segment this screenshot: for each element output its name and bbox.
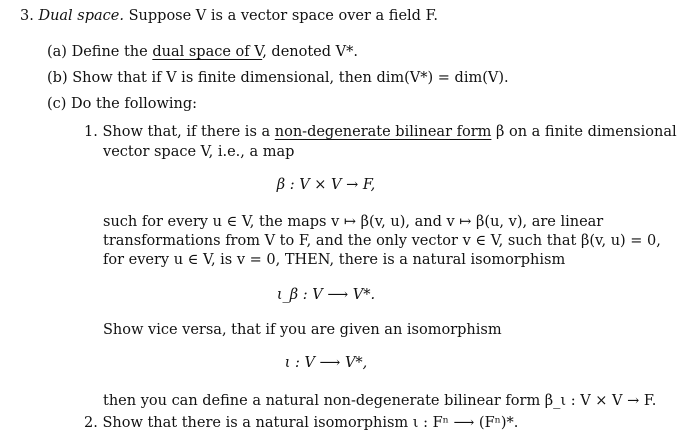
part-b-label: (b) bbox=[47, 70, 68, 86]
bilinear-form-link[interactable]: non-degenerate bilinear form bbox=[274, 124, 492, 140]
part-c bbox=[47, 96, 197, 112]
equation-iota-beta: ι_β : V ⟶ V*. bbox=[276, 287, 376, 303]
problem-number: 3. bbox=[20, 8, 34, 24]
dual-space-link[interactable]: dual space of V bbox=[152, 44, 263, 60]
item-1-para2: Show vice versa, that if you are given an isomorphism bbox=[103, 322, 502, 338]
item-1-text-before: Show that, if there is a bbox=[102, 124, 271, 140]
equation-beta-map: β : V × V → F, bbox=[276, 177, 376, 193]
part-a-label: (a) bbox=[47, 44, 67, 60]
item-2 bbox=[84, 415, 518, 431]
part-b bbox=[47, 70, 509, 86]
problem-intro: Suppose V is a vector space over a field F. bbox=[128, 8, 438, 24]
item-1-para1-line2: transformations from V to F, and the only vector v ∈ V, such that β(v, u) = 0, bbox=[103, 233, 661, 249]
item-1-line-1 bbox=[84, 124, 677, 140]
part-b-text: Show that if V is finite dimensional, then dim(V*) = dim(V). bbox=[72, 70, 509, 86]
item-1-para1-line1: such for every u ∈ V, the maps v ↦ β(v, u), and v ↦ β(u, v), are linear bbox=[103, 214, 604, 230]
item-1-para3: then you can define a natural non-degenerate bilinear form β_ι : V × V → F. bbox=[103, 393, 657, 409]
part-c-text: Do the following: bbox=[71, 96, 198, 112]
part-c-label: (c) bbox=[47, 96, 67, 112]
problem-header bbox=[20, 8, 438, 24]
item-1-label: 1. bbox=[84, 124, 98, 140]
item-2-label: 2. bbox=[84, 415, 98, 431]
item-1-para1-line3: for every u ∈ V, is v = 0, THEN, there is a natural isomorphism bbox=[103, 252, 566, 268]
part-a-text-after: , denoted V*. bbox=[262, 44, 358, 60]
item-2-text: Show that there is a natural isomorphism ι : Fⁿ ⟶ (Fⁿ)*. bbox=[102, 415, 519, 431]
equation-iota: ι : V ⟶ V*, bbox=[284, 355, 368, 371]
item-1-line-2: vector space V, i.e., a map bbox=[103, 144, 295, 160]
problem-title: Dual space. bbox=[38, 8, 124, 24]
part-a-text-before: Define the bbox=[71, 44, 148, 60]
item-1-text-after: β on a finite dimensional bbox=[496, 124, 677, 140]
part-a bbox=[47, 44, 358, 60]
